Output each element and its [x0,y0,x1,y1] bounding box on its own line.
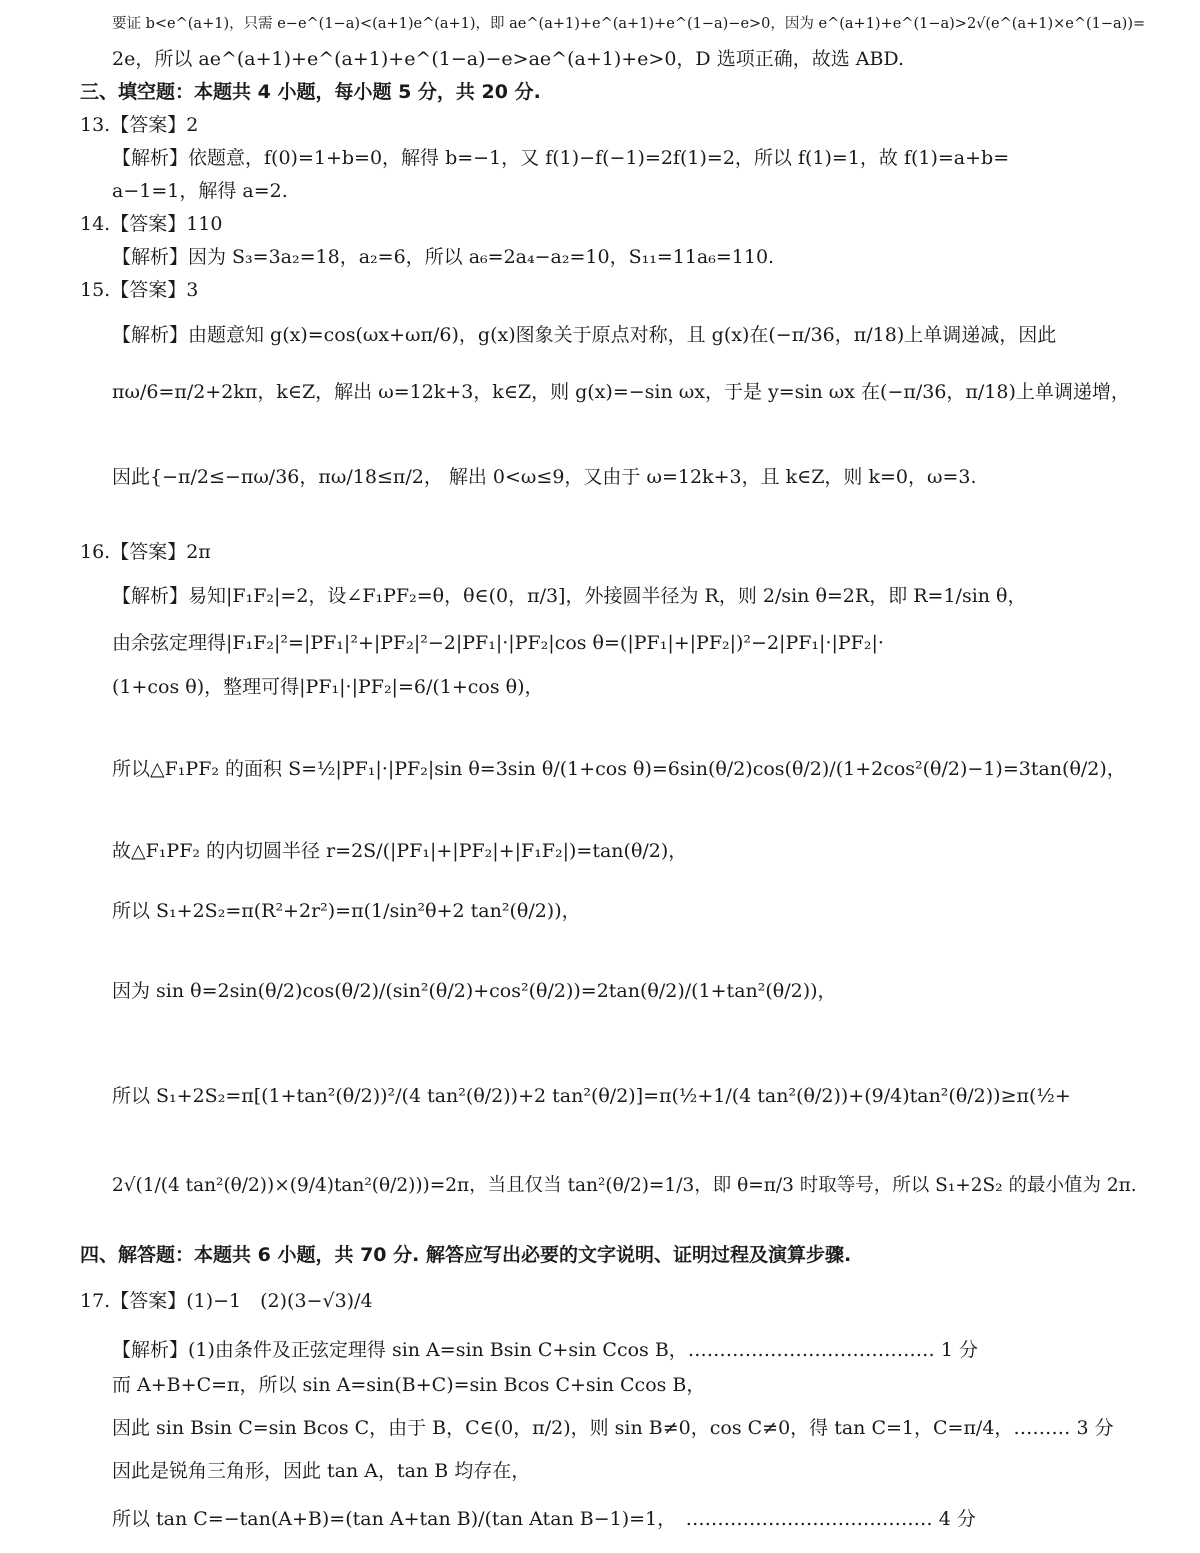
text-line: (1+cos θ)，整理可得|PF₁|·|PF₂|=6/(1+cos θ)， [112,676,544,698]
text-line: 故△F₁PF₂ 的内切圆半径 r=2S/(|PF₁|+|PF₂|+|F₁F₂|)=tan(θ/2)， [112,840,688,862]
text-line: 【解析】(1)由条件及正弦定理得 sin A=sin Bsin C+sin Ccos B，………………………………… 1 分 [112,1339,978,1361]
text-line: 因此 sin Bsin C=sin Bcos C，由于 B，C∈(0，π/2)，则 sin B≠0，cos C≠0，得 tan C=1，C=π/4，……… 3 分 [112,1417,1114,1439]
text-line: 17.【答案】(1)−1 (2)(3−√3)/4 [80,1290,373,1312]
text-line: 2√(1/(4 tan²(θ/2))×(9/4)tan²(θ/2)))=2π，当且仅当 tan²(θ/2)=1/3，即 θ=π/3 时取等号，所以 S₁+2S₂ 的最小值为 2π. [112,1175,1137,1196]
text-line: 16.【答案】2π [80,541,211,563]
text-line: 因此{−π/2≤−πω/36，πω/18≤π/2， 解出 0<ω≤9，又由于 ω=12k+3，且 k∈Z，则 k=0，ω=3. [112,466,977,488]
text-line: 【解析】因为 S₃=3a₂=18，a₂=6，所以 a₆=2a₄−a₂=10，S₁₁=11a₆=110. [112,246,775,268]
text-line: 【解析】易知|F₁F₂|=2，设∠F₁PF₂=θ，θ∈(0，π/3]，外接圆半径为 R，则 2/sin θ=2R，即 R=1/sin θ， [112,585,1027,607]
text-line: 所以 S₁+2S₂=π(R²+2r²)=π(1/sin²θ+2 tan²(θ/2))， [112,900,581,922]
text-line: 要证 b<e^(a+1)，只需 e−e^(1−a)<(a+1)e^(a+1)，即 ae^(a+1)+e^(a+1)+e^(1−a)−e>0，因为 e^(a+1)+e^(1−a)>2√(e^(a+1)×e^(1−a))= [112,16,1146,32]
text-line: πω/6=π/2+2kπ，k∈Z，解出 ω=12k+3，k∈Z，则 g(x)=−sin ωx，于是 y=sin ωx 在(−π/36，π/18)上单调递增， [112,381,1130,403]
section-heading: 四、解答题：本题共 6 小题，共 70 分. 解答应写出必要的文字说明、证明过程及演算步骤. [80,1244,852,1266]
text-line: 所以 S₁+2S₂=π[(1+tan²(θ/2))²/(4 tan²(θ/2))+2 tan²(θ/2)]=π(½+1/(4 tan²(θ/2))+(9/4)tan²(θ/2))≥π(½+ [112,1085,1071,1107]
section-heading: 三、填空题：本题共 4 小题，每小题 5 分，共 20 分. [80,81,541,103]
text-line: 2e，所以 ae^(a+1)+e^(a+1)+e^(1−a)−e>ae^(a+1)+e>0，D 选项正确，故选 ABD. [112,48,905,70]
text-line: 15.【答案】3 [80,279,199,301]
text-line: 【解析】依题意，f(0)=1+b=0，解得 b=−1，又 f(1)−f(−1)=2f(1)=2，所以 f(1)=1，故 f(1)=a+b= [112,147,1010,169]
text-line: 【解析】由题意知 g(x)=cos(ωx+ωπ/6)，g(x)图象关于原点对称，且 g(x)在(−π/36，π/18)上单调递减，因此 [112,324,1057,346]
text-line: 因为 sin θ=2sin(θ/2)cos(θ/2)/(sin²(θ/2)+cos²(θ/2))=2tan(θ/2)/(1+tan²(θ/2))， [112,980,837,1002]
text-line: 所以△F₁PF₂ 的面积 S=½|PF₁|·|PF₂|sin θ=3sin θ/(1+cos θ)=6sin(θ/2)cos(θ/2)/(1+2cos²(θ/2)−1)=3tan(θ/2)， [112,758,1126,780]
text-line: 因此是锐角三角形，因此 tan A，tan B 均存在， [112,1460,531,1482]
text-line: 由余弦定理得|F₁F₂|²=|PF₁|²+|PF₂|²−2|PF₁|·|PF₂|cos θ=(|PF₁|+|PF₂|)²−2|PF₁|·|PF₂|· [112,632,884,654]
text-line: 14.【答案】110 [80,213,223,235]
text-line: 而 A+B+C=π，所以 sin A=sin(B+C)=sin Bcos C+sin Ccos B， [112,1374,706,1396]
text-line: a−1=1，解得 a=2. [112,180,288,202]
text-line: 所以 tan C=−tan(A+B)=(tan A+tan B)/(tan Atan B−1)=1， ………………………………… 4 分 [112,1508,976,1530]
text-line: 13.【答案】2 [80,114,199,136]
